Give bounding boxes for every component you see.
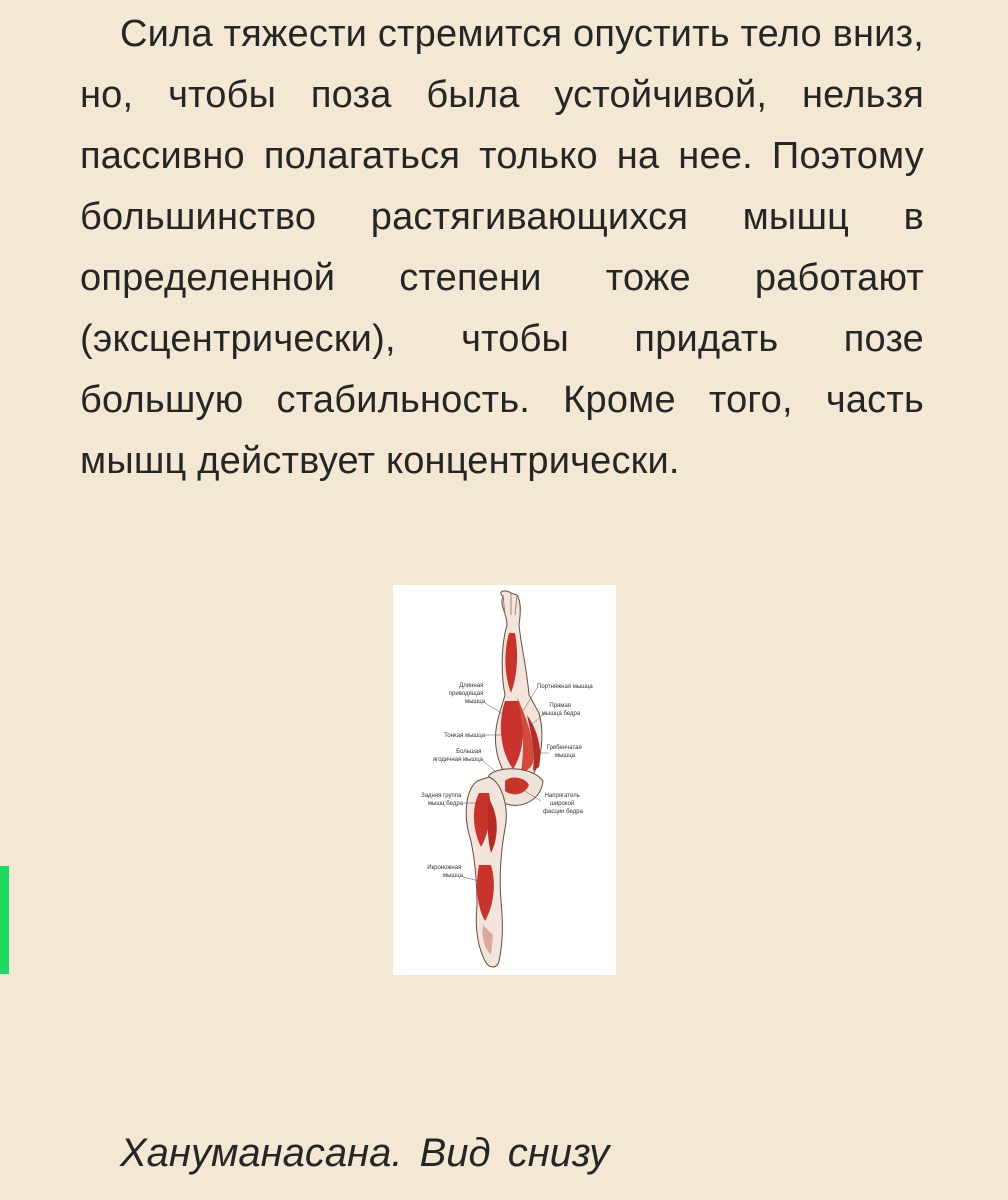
label-gastrocnemius: Икроножная мышца [427, 865, 463, 879]
label-gracilis: Тонкая мышца [444, 733, 485, 739]
anatomy-illustration [393, 585, 616, 975]
label-hamstrings: Задняя группа мышц бедра [421, 793, 463, 807]
figure-caption: Хануманасана. Вид снизу [120, 1131, 610, 1175]
label-tensor-fasciae-latae: Напрягатель широкой фасции бедра [543, 793, 583, 815]
front-leg [496, 591, 542, 781]
body-paragraph: Сила тяжести стремится опустить тело вниз, но, чтобы поза была устойчивой, нельзя пассивно полагаться только на нее. Поэтому большинство растягивающихся мышц в определенной степени тоже работают (эксцентрически), чтобы придать позе большую стабильность. Кроме того, часть мышц действует концентрически. [80, 13, 924, 482]
label-gluteus-maximus: Большая ягодичная мышца [432, 749, 483, 763]
label-adductor-longus: Длинная приводящая мышца [448, 683, 485, 705]
side-marker [0, 866, 9, 974]
label-rectus-femoris: Прямая мышца бедра [541, 703, 581, 717]
rear-leg [466, 777, 506, 967]
label-pectineus: Гребенчатая мышца [546, 745, 582, 759]
label-sartorius: Портняжная мышца [537, 684, 593, 690]
